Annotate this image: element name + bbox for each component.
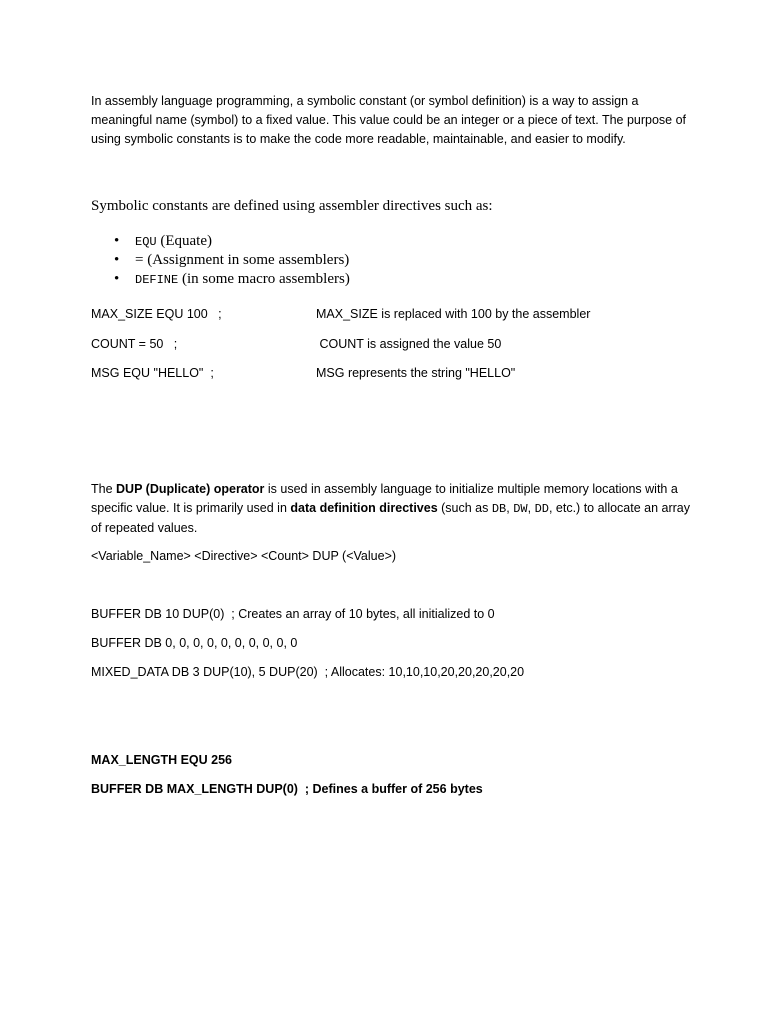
intro-paragraph: In assembly language programming, a symbolic constant (or symbol definition) is a way to assign a meaningful name (symbol) to a fixed value. This value could be an integer or a piece of text. The purpose of using symbolic constants is to make the code more readable, maintainable, and easier to modify. [91, 94, 687, 146]
dup-syntax: <Variable_Name> <Directive> <Count> DUP (<Value>) [91, 549, 397, 563]
directive-code: = [135, 252, 144, 268]
inline-code: DB [491, 502, 507, 516]
dup-text: The [91, 482, 117, 496]
bullet-icon: • [114, 271, 120, 287]
example-comment: COUNT is assigned the value 50 [316, 337, 502, 351]
directive-code: EQU [135, 235, 157, 249]
bold-example-line: BUFFER DB MAX_LENGTH DUP(0) ; Defines a buffer of 256 bytes [91, 782, 483, 796]
directive-term: data definition directives [290, 501, 438, 515]
example-comment: MAX_SIZE is replaced with 100 by the assembler [316, 307, 591, 321]
bullet-icon: • [114, 252, 120, 268]
dup-text: is used in assembly language to initialize multiple memory locations with a specific value. It is primarily used in [91, 482, 678, 515]
bullet-icon: • [114, 233, 120, 249]
directive-description: (Equate) [156, 233, 212, 249]
inline-code: DD [534, 502, 549, 516]
dup-text: , [506, 501, 514, 515]
directive-code: DEFINE [135, 273, 179, 287]
list-item [91, 251, 350, 270]
example-code: MAX_SIZE EQU 100 ; [91, 307, 222, 321]
example-code: COUNT = 50 ; [91, 337, 178, 351]
list-item [91, 270, 350, 289]
dup-term: DUP (Duplicate) operator [116, 482, 265, 496]
dup-text: , etc.) to allocate an array of repeated values. [91, 501, 691, 535]
directive-description: (Assignment in some assemblers) [143, 252, 350, 268]
inline-code: DW [513, 502, 528, 516]
constant-example-row [91, 364, 691, 383]
dup-example-line: BUFFER DB 10 DUP(0) ; Creates an array of 10 bytes, all initialized to 0 [91, 607, 495, 621]
directives-heading: Symbolic constants are defined using assembler directives such as: [91, 198, 493, 214]
dup-text: (such as [437, 501, 492, 515]
dup-example-line: MIXED_DATA DB 3 DUP(10), 5 DUP(20) ; Allocates: 10,10,10,20,20,20,20,20 [91, 665, 525, 679]
constant-example-row [91, 335, 691, 354]
directive-list [91, 232, 350, 289]
example-comment: MSG represents the string "HELLO" [316, 366, 516, 380]
list-item [91, 232, 350, 251]
bold-example-line: MAX_LENGTH EQU 256 [91, 753, 233, 767]
dup-paragraph [91, 480, 691, 538]
dup-text: , [527, 501, 535, 515]
constant-example-row [91, 305, 691, 324]
example-code: MSG EQU "HELLO" ; [91, 366, 214, 380]
directive-description: (in some macro assemblers) [178, 271, 350, 287]
dup-example-line: BUFFER DB 0, 0, 0, 0, 0, 0, 0, 0, 0, 0 [91, 636, 298, 650]
